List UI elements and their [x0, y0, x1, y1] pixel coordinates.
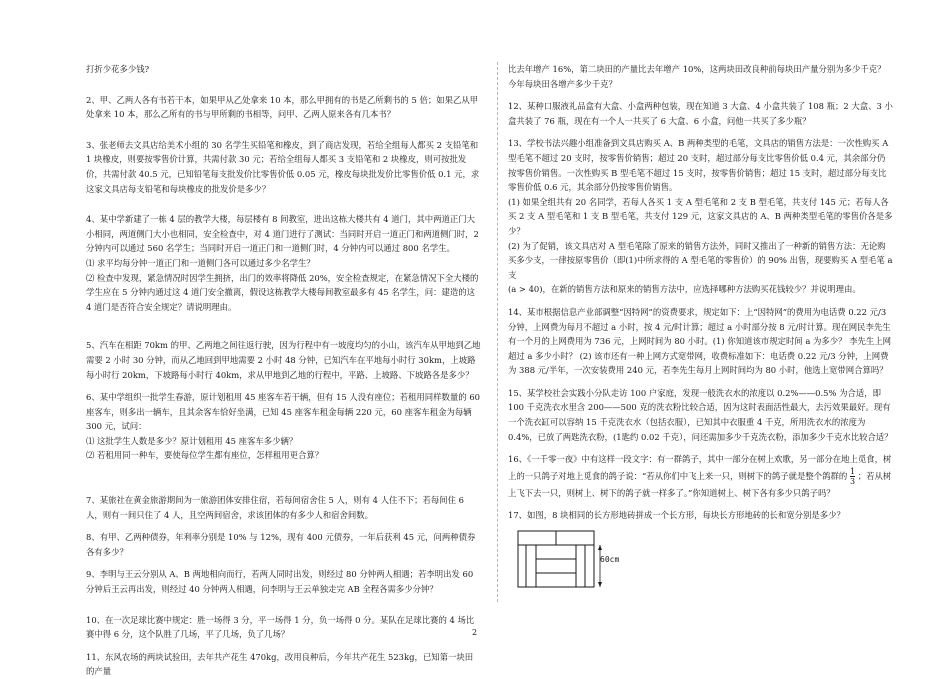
question-13-part-2b: (a > 40)，在新的销售方法和原来的销售方法中，应选择哪种方法购买花钱较少？并说明理由。 [508, 284, 861, 295]
question-9: 9、李明与王云分别从 A、B 两地相向而行，若两人同时出发，则经过 80 分钟两人相遇；若李明出发 60 分钟后王云再出发，则经过 40 分钟两人相遇，问李明与王云单独走完 AB 全程各需多少分钟？ [86, 569, 474, 595]
question-2: 2、甲、乙两人各有书若干本，如果甲从乙处拿来 10 本，那么甲拥有的书是乙所剩书的 5 倍；如果乙从甲处拿来 10 本，那么乙所有的书与甲所剩的书相等，问甲、乙两人原来各有几本书？ [86, 94, 479, 120]
question-16-text-a: 16、《一千零一夜》中有这样一段文字：有一群鸽子，其中一部分在树上欢歌，另一部分在地上觅食，树上的一只鸽子对地上觅食的鸽子说：“若从你们中飞上来一只，则树下的鸽子就是整个鸽群的 [508, 454, 892, 481]
question-15: 15、某学校社会实践小分队走访 100 户家庭，发现一般洗衣水的浓度以 0.2%——0.5% 为合适，即 100 千克洗衣水里含 200——500 克的洗衣粉比较合适，因为这时表面活性最大，去污效果最好。现有一个洗衣缸可以容纳 15 千克洗衣水（包括衣服），已知其中衣服重 4 千克，所用洗衣水的浓度为 0.4%，已放了两匙洗衣粉，(1匙约 0.02 千克），问还需加多少千克洗衣粉，添加多少千克水比较合适？ [508, 387, 893, 442]
question-11-tail: 比去年增产 16%，第二块田的产量比去年增产 10%，这两块田改良种前每块田产量分别为多少千克？今年每块田各增产多少千克？ [508, 64, 886, 89]
question-5: 5、汽车在相距 70km 的甲、乙两地之间往返行驶，因为行程中有一坡度均匀的小山，该汽车从甲地到乙地需要 2 小时 30 分钟，而从乙地回到甲地需要 2 小时 48 分钟，已知汽车在平地每小时行 30km，上坡路每小时行 20km，下坡路每小时行 40km，求从甲地到乙地的行程中，平路、上坡路、下坡路各是多少？ [86, 340, 481, 380]
fraction-numerator: 1 [849, 466, 856, 476]
page-number: 2 [472, 628, 478, 637]
question-4: 4、某中学新建了一栋 4 层的教学大楼，每层楼有 8 间教室，进出这栋大楼共有 4 道门，其中两道正门大小相同，两道侧门大小也相同，安全检查中，对 4 道门进行了测试：当同时开启一道正门和两道侧门时，2 分钟内可以通过 560 名学生；当同时开启一道正门和一道侧门时，4 分钟内可以通过 800 名学生。 [86, 214, 479, 254]
dimension-label: 60cm [600, 555, 620, 565]
question-13-part-1: (1) 如果全组共有 20 名同学，若每人各买 1 支 A 型毛笔和 2 支 B 型毛笔，共支付 145 元；若每人各买 2 支 A 型毛笔和 1 支 B 型毛笔，共支付 129 元，这家文具店的 A、B 两种类型毛笔的零售价各是多少？ [508, 196, 893, 236]
arrow-head-up [598, 545, 602, 550]
question-13: 13、学校书法兴趣小组准备到文具店购买 A、B 两种类型的毛笔，文具店的销售方法是：一次性购买 A 型毛笔不超过 20 支时，按零售价销售；超过 20 支时，超过部分每支比零售价低 0.4 元，其余部分仍按零售价销售。一次性购买 B 型毛笔不超过 15 支时，按零售价销售；超过 15 支时，超过部分每支比零售价低 0.6 元，其余部分仍按零售价销售。 [508, 138, 889, 193]
question-4-part-2: ⑵ 检查中发现，紧急情况时因学生拥挤，出门的效率将降低 20%，安全检查规定，在紧急情况下全大楼的学生应在 5 分钟内通过这 4 道门安全撤离，假设这栋教学大楼每间教室最多有 45 名学生，问：建造的这 4 道门是否符合安全规定？请说明理由。 [86, 272, 479, 312]
question-6-part-1: ⑴ 这批学生人数是多少？原计划租用 45 座客车多少辆？ [86, 435, 298, 446]
question-8: 8、有甲、乙两种债券，年利率分别是 10% 与 12%，现有 400 元债券，一年后获利 45 元，问两种债券各有多少？ [86, 532, 476, 557]
question-6-part-2: ⑵ 若租用同一种车，要使每位学生都有座位，怎样租用更合算？ [86, 450, 324, 461]
column-divider [497, 62, 498, 602]
question-1-tail: 打折少花多少钱? [86, 64, 150, 74]
tile-diagram-svg [516, 529, 646, 591]
right-column [508, 62, 893, 591]
question-13-part-2a: (2) 为了促销，该文具店对 A 型毛笔除了原来的销售方法外，同时又推出了一种新的销售方法：无论购买多少支，一律按原零售价（即(1)中所求得的 A 型毛笔的零售价）的 90% 出售，现要购买 A 型毛笔 a 支 [508, 240, 893, 280]
question-3: 3、张老师去文具店给美术小组的 30 名学生买铅笔和橡皮，到了商店发现，若给全组每人都买 2 支铅笔和 1 块橡皮，则要按零售价计算，共需付款 30 元；若给全组每人都买 3 支铅笔和 2 块橡皮，则可按批发价，共需付款 40.5 元，已知铅笔每支批发价比零售价低 0.05 元，橡皮每块批发价比零售价低 0.1 元，求这家文具店每支铅笔和每块橡皮的批发价是多少？ [86, 139, 480, 194]
question-14: 14、某市根据信息产业部调整“因特网”的资费要求，规定如下：上“因特网”的费用为电话费 0.22 元/3 分钟，上网费为每月不超过 a 小时，按 4 元/时计算；超过 a 小时部分按 8 元/时计算。现在网民李先生有一个月的上网费用为 736 元，上网时间为 80 小时。(1) 你知道该市规定时间 a 为多少？ 李先生上网超过 a 多少小时？ (2) 该市还有一种上网方式宽带网，收费标准如下：电话费 0.22 元/3 分钟，上网费为 388 元/半年，一次安装费用 240 元，若李先生每月上网时间均为 80 小时，他选上宽带网合算吗？ [508, 306, 892, 376]
question-16 [508, 452, 893, 500]
fraction-denominator: 3 [849, 476, 856, 486]
question-16-text-b: ；若从树上飞下去一只，则树上、树下的鸽子就一样多了。”你知道树上、树下各有多少只鸽子吗？ [508, 470, 892, 498]
question-7: 7、某旅社在黄金旅游期间为一旅游团体安排住宿，若每间宿舍住 5 人，则有 4 人住不下；若每间住 6 人，则有一间只住了 4 人，且空两间宿舍，求该团体的有多少人和宿舍间数。 [86, 495, 464, 520]
question-17: 17、如图，8 块相同的长方形地砖拼成一个长方形，每块长方形地砖的长和宽分别是多少？ [508, 510, 845, 521]
arrow-head-down [598, 582, 602, 587]
question-11: 11、东风农场的两块试验田，去年共产花生 470kg，改用良种后，今年共产花生 523kg，已知第一块田的产量 [86, 651, 474, 677]
fraction-one-third [850, 467, 855, 486]
left-column [86, 62, 481, 679]
tile-diagram [516, 529, 646, 591]
question-6: 6、某中学组织一批学生春游，原计划租用 45 座客车若干辆，但有 15 人没有座位；若租用同样数量的 60 座客车，则多出一辆车，且其余客车恰好坐满，已知 45 座客车租金每辆 220 元，60 座客车租金为每辆 300 元，试问： [86, 392, 480, 432]
question-12: 12、某种口服液礼品盒有大盒、小盒两种包装，现在知道 3 大盒、4 小盒共装了 108 瓶；2 大盒、3 小盒共装了 76 瓶，现在有一个人一共买了 6 大盒、6 小盒，问他一共买了多少瓶？ [508, 101, 893, 126]
question-4-part-1: ⑴ 求平均每分钟一道正门和一道侧门各可以通过多少名学生？ [86, 257, 315, 268]
question-10: 10、在一次足球比赛中规定：胜一场得 3 分，平一场得 1 分，负一场得 0 分。某队在足球比赛的 4 场比赛中得 6 分，这个队胜了几场，平了几场，负了几场？ [86, 614, 475, 640]
